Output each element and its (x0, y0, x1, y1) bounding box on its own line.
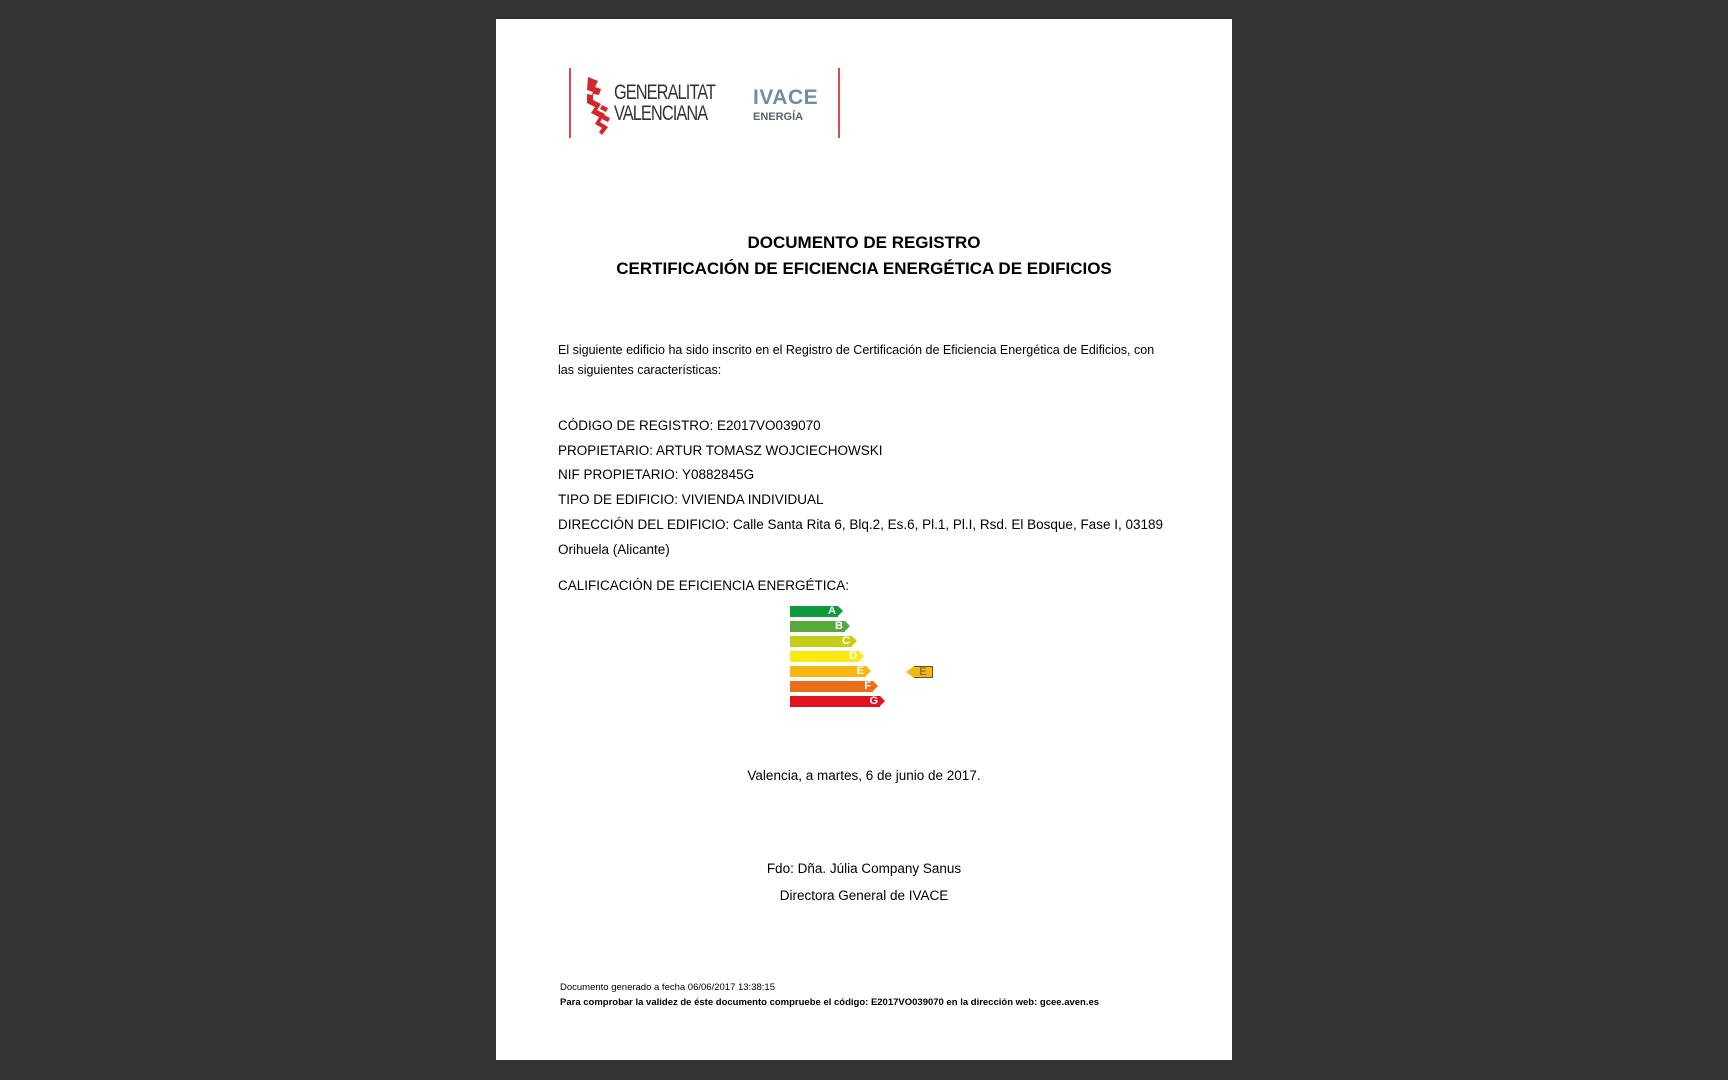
rating-bar-letter: E (856, 665, 864, 677)
rating-bar-letter: B (835, 620, 843, 632)
rating-bar-letter: G (869, 695, 878, 707)
rating-bar-letter: D (849, 650, 857, 662)
current-rating-letter: E (914, 666, 933, 678)
owner-nif: NIF PROPIETARIO: Y0882845G (558, 467, 755, 482)
logo-divider-left (569, 68, 571, 138)
signature-name: Fdo: Dña. Júlia Company Sanus (766, 861, 962, 876)
document-page (496, 19, 1232, 1060)
intro-paragraph: El siguiente edificio ha sido inscrito en el Registro de Certificación de Eficiencia Energética de Edificios, con las siguientes características: (558, 343, 1155, 377)
rating-label: CALIFICACIÓN DE EFICIENCIA ENERGÉTICA: (558, 578, 850, 593)
place-and-date: Valencia, a martes, 6 de junio de 2017. (747, 768, 981, 783)
document-subtitle: CERTIFICACIÓN DE EFICIENCIA ENERGÉTICA DE EDIFICIOS (616, 259, 1112, 278)
logo-divider-right (838, 68, 840, 138)
rating-bar-arrow (880, 696, 885, 706)
generalitat-logo-line2: VALENCIANA (614, 102, 708, 125)
building-type: TIPO DE EDIFICIO: VIVIENDA INDIVIDUAL (558, 492, 824, 507)
document-title: DOCUMENTO DE REGISTRO (747, 233, 981, 252)
rating-bar-letter: C (842, 635, 850, 647)
ivace-logo: IVACE (753, 86, 819, 109)
rating-bar-arrow (859, 651, 864, 661)
building-address: DIRECCIÓN DEL EDIFICIO: Calle Santa Rita 6, Blq.2, Es.6, Pl.1, Pl.I, Rsd. El Bosque, Fase I, 03189 Orihuela (Alicante) (558, 517, 1163, 557)
rating-bar-letter: A (828, 605, 836, 617)
generalitat-logo-line1: GENERALITAT (614, 81, 716, 104)
rating-bar-arrow (838, 606, 843, 616)
ivace-logo-subtitle: ENERGÍA (753, 111, 804, 123)
signature-title: Directora General de IVACE (779, 888, 949, 903)
rating-bar-arrow (852, 636, 857, 646)
rating-bar-letter: F (864, 680, 871, 692)
rating-bar-arrow (873, 681, 878, 691)
generalitat-logo-text (614, 82, 715, 124)
generated-timestamp: Documento generado a fecha 06/06/2017 13:38:15 (560, 982, 775, 993)
rating-bar-arrow (866, 666, 871, 676)
owner-name: PROPIETARIO: ARTUR TOMASZ WOJCIECHOWSKI (558, 443, 883, 458)
current-rating-arrow (906, 666, 914, 678)
rating-bar-arrow (845, 621, 850, 631)
verification-note: Para comprobar la validez de éste documento compruebe el código: E2017VO039070 en la dirección web: gcee.aven.es (560, 997, 1100, 1008)
registration-code: CÓDIGO DE REGISTRO: E2017VO039070 (558, 418, 821, 433)
